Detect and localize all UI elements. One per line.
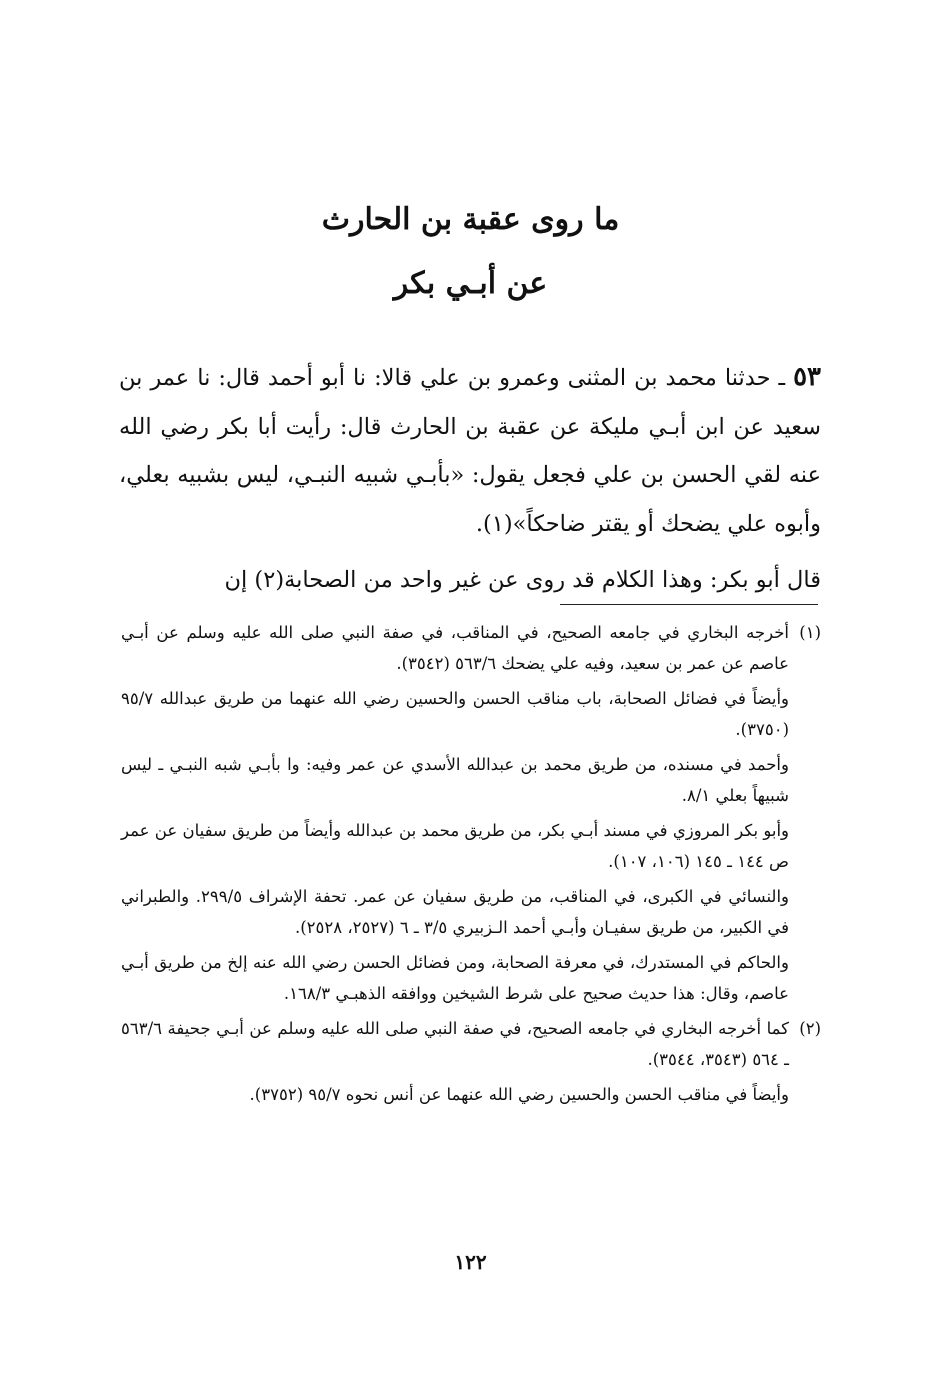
chapter-title-line-2: عن أبـي بكر <box>393 266 548 301</box>
page-number: ١٢٢ <box>454 1250 487 1274</box>
footnote-line: والحاكم في المستدرك، في معرفة الصحابة، ومن فضائل الحسن رضي الله عنه إلخ من طريق أبـي عاصم، وقال: هذا حديث صحيح على شرط الشيخين ووافقه الذهبـي ١٦٨/٣. <box>121 953 789 1003</box>
footnote-line: وأبو بكر المروزي في مسند أبـي بكر، من طريق محمد بن عبدالله وأيضاً من طريق سفيان عن عمر ص ١٤٤ ـ ١٤٥ (١٠٦، ١٠٧). <box>121 821 789 871</box>
footnote-marker: (٢) <box>799 1019 821 1038</box>
main-text <box>119 353 821 605</box>
footnote-marker: (١) <box>799 623 821 642</box>
hadith-text: ـ حدثنا محمد بن المثنى وعمرو بن علي قالا: نا أبو أحمد قال: نا عمر بن سعيد عن ابن أبـي مليكة عن عقبة بن الحارث قال: رأيت أبا بكر رضي الله عنه لقي الحسن بن علي فجعل يقول: «بأبـي شبيه النبـي، ليس بشبيه بعلي، وأبوه علي يضحك أو يقتر ضاحكاً»(١). <box>119 365 821 537</box>
footnote-separator <box>560 604 818 605</box>
footnote-line: والنسائي في الكبرى، في المناقب، من طريق سفيان عن عمر. تحفة الإشراف ٢٩٩/٥. والطبراني في الكبير، من طريق سفيـان وأبـي أحمد الـزبيري ٣/٥ ـ ٦ (٢٥٢٧، ٢٥٢٨). <box>121 887 789 937</box>
footnote-line: كما أخرجه البخاري في جامعه الصحيح، في صفة النبي صلى الله عليه وسلم عن أبـي جحيفة ٥٦٣/٦ ـ ٥٦٤ (٣٥٤٣، ٣٥٤٤). <box>121 1019 789 1069</box>
chapter-title-line-1: ما روى عقبة بن الحارث <box>321 202 620 237</box>
hadith-number: ٥٣ <box>793 362 821 392</box>
footnote-2 <box>121 1013 821 1110</box>
footnote-line: أخرجه البخاري في جامعه الصحيح، في المناقب، في صفة النبي صلى الله عليه وسلم عن أبـي عاصم عن عمر بن سعيد، وفيه علي يضحك ٥٦٣/٦ (٣٥٤٢). <box>121 623 789 673</box>
footnote-line: وأيضاً في فضائل الصحابة، باب مناقب الحسن والحسين رضي الله عنهما من طريق عبدالله ٩٥/٧ (٣٧٥٠). <box>121 689 789 739</box>
chapter-title <box>0 188 941 316</box>
footnote-line: وأحمد في مسنده، من طريق محمد بن عبدالله الأسدي عن عمر وفيه: وا بأبـي شبه النبـي ـ ليس شبيهاً بعلي ٨/١. <box>121 755 789 805</box>
footnote-line: وأيضاً في مناقب الحسن والحسين رضي الله عنهما عن أنس نحوه ٩٥/٧ (٣٧٥٢). <box>249 1085 789 1104</box>
commentary-paragraph: قال أبو بكر: وهذا الكلام قد روى عن غير واحد من الصحابة(٢) إن <box>224 567 821 593</box>
footnote-1 <box>121 617 821 1009</box>
hadith-paragraph <box>119 353 821 548</box>
footnotes <box>121 617 821 1114</box>
